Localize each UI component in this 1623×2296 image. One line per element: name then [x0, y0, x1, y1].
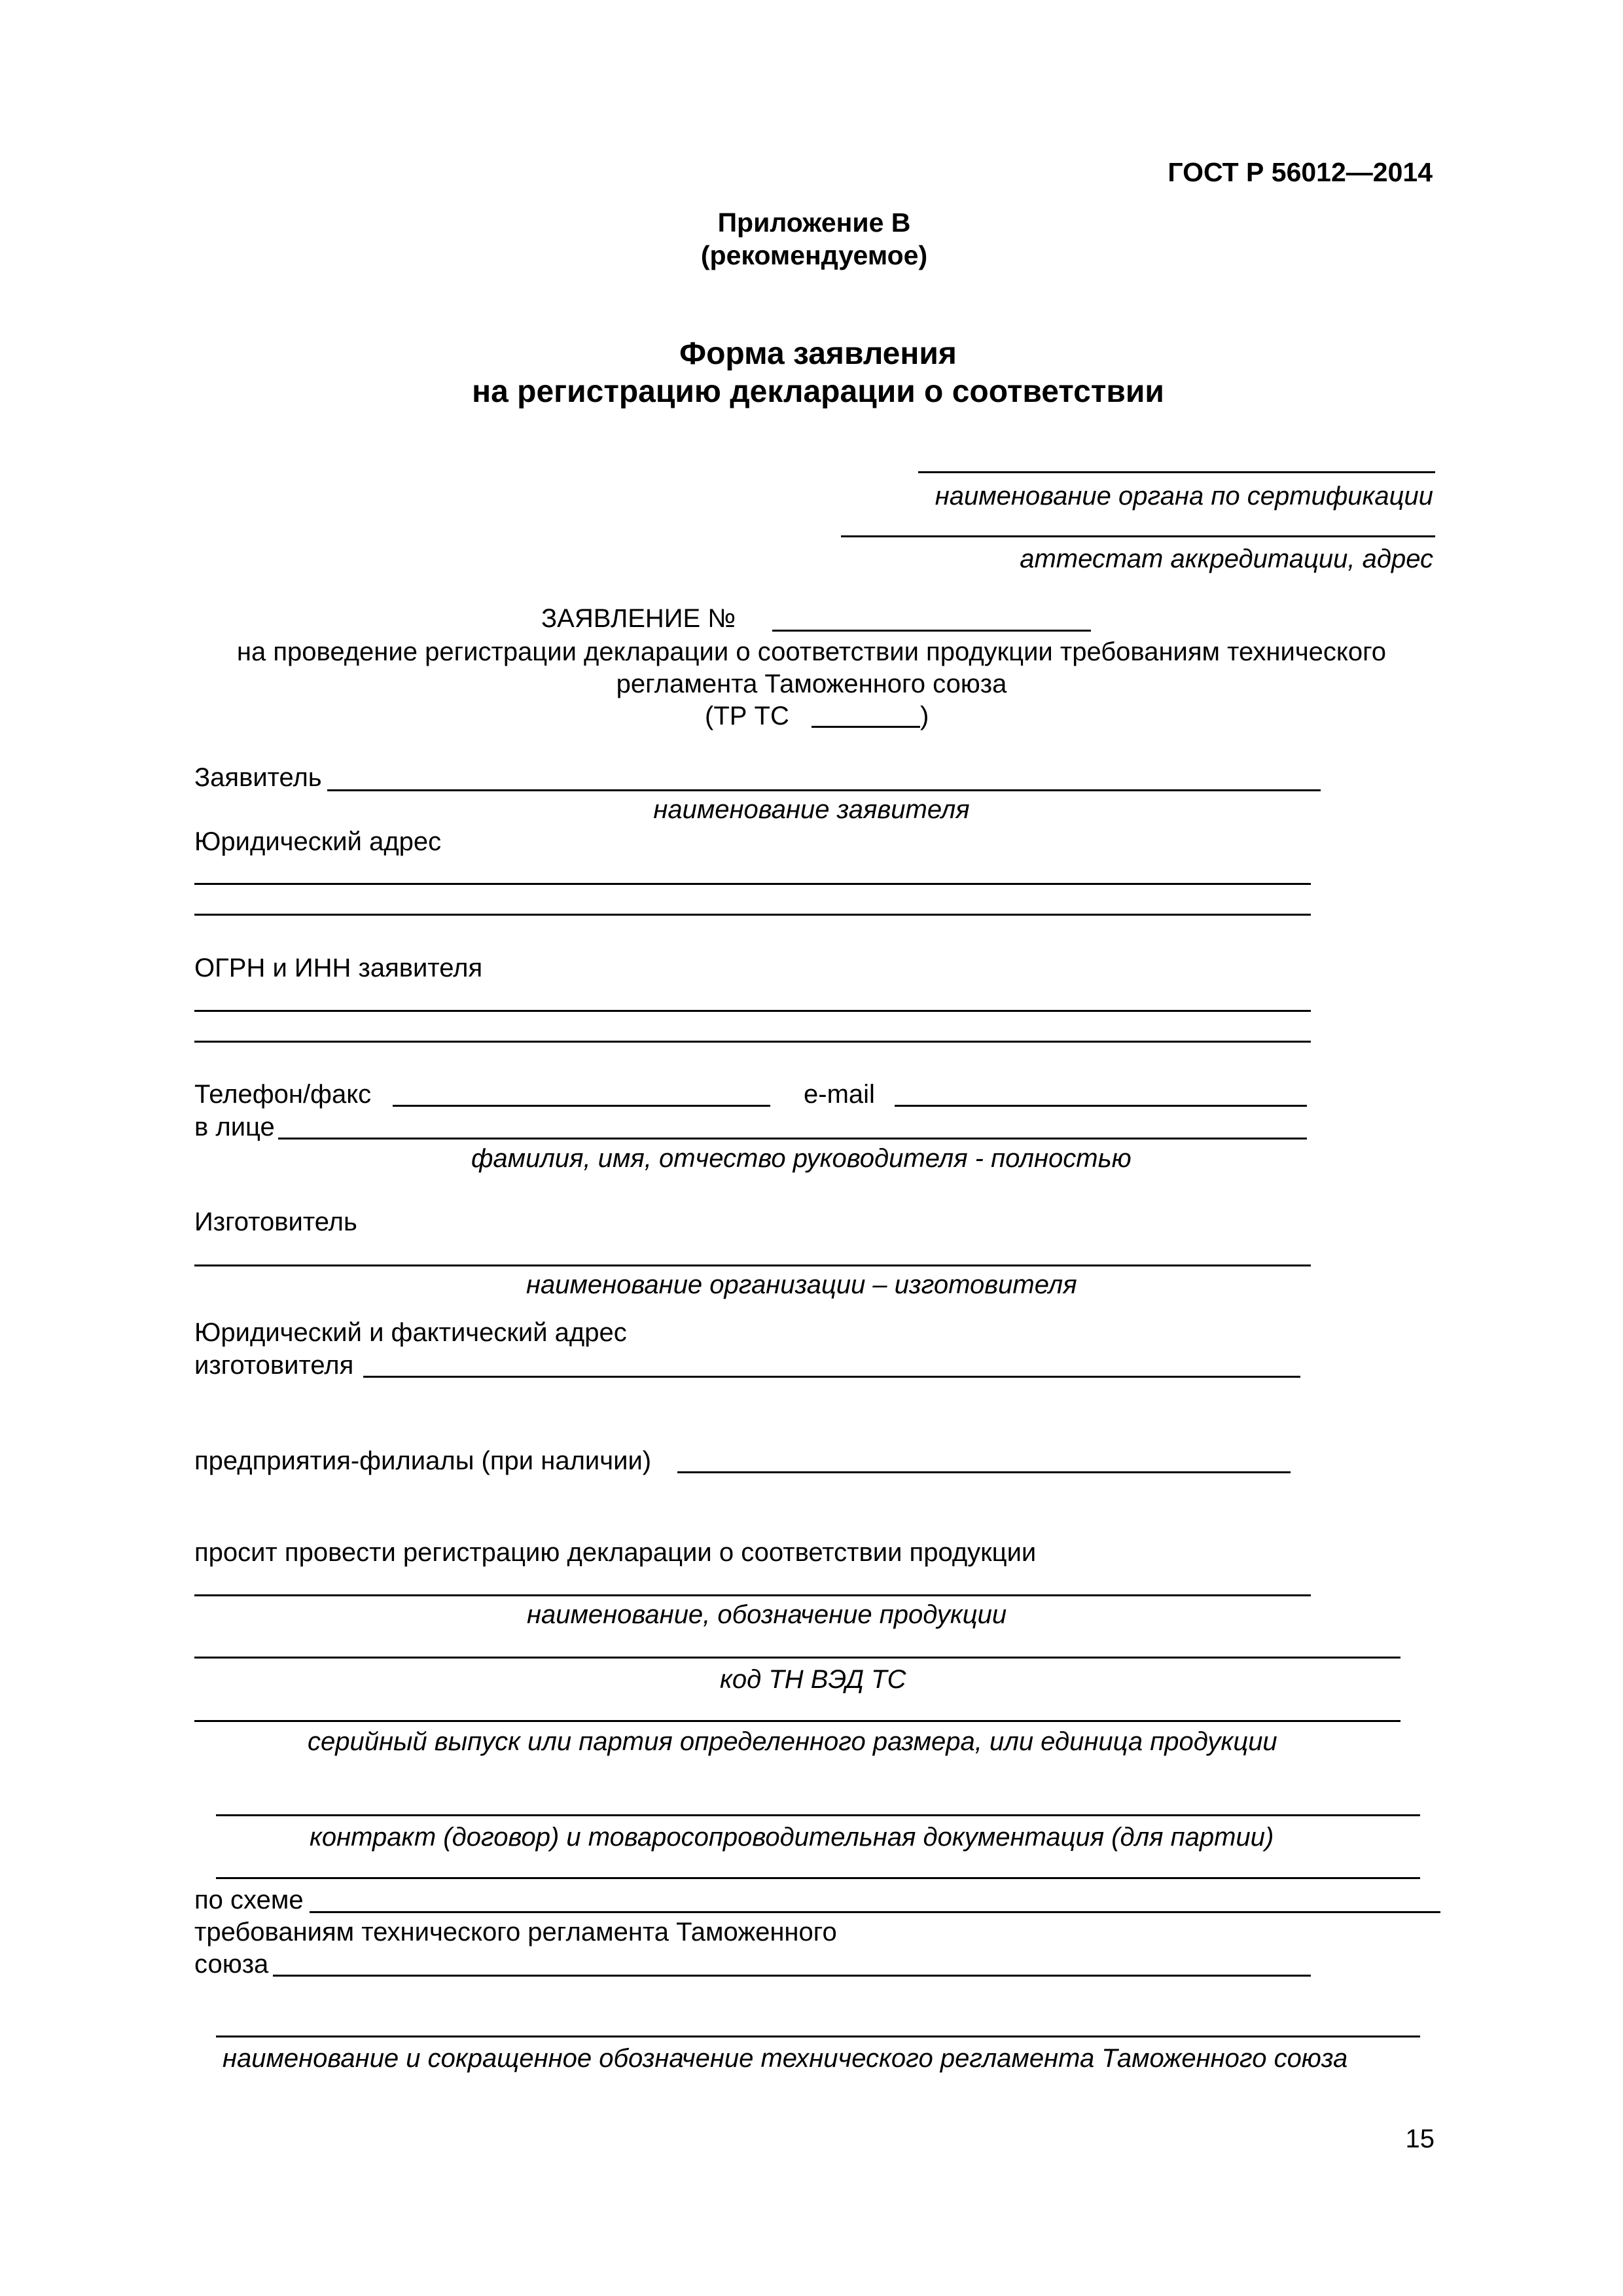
manufacturer-caption: наименование организации – изготовителя — [526, 1270, 1077, 1299]
email-label: e-mail — [804, 1080, 875, 1109]
request-text: просит провести регистрацию декларации о соответствии продукции — [194, 1538, 1037, 1567]
scheme-label: по схеме — [194, 1886, 304, 1914]
applicant-label: Заявитель — [194, 763, 322, 792]
requirements-label-1: требованиям технического регламента Таможенного — [194, 1918, 837, 1946]
hs-code-caption: код ТН ВЭД ТС — [720, 1665, 906, 1694]
tr-ts-field[interactable] — [812, 726, 920, 728]
legal-address-field-1[interactable] — [194, 883, 1311, 885]
contract-caption: контракт (договор) и товаросопроводительная документация (для партии) — [310, 1823, 1274, 1852]
application-number-label: ЗАЯВЛЕНИЕ № — [541, 604, 736, 633]
regulation-field[interactable] — [216, 2036, 1420, 2037]
legal-address-label: Юридический адрес — [194, 827, 442, 856]
form-subtitle: на регистрацию декларации о соответствии — [472, 374, 1164, 409]
scheme-field[interactable] — [310, 1911, 1440, 1913]
certification-body-caption: наименование органа по сертификации — [935, 482, 1433, 511]
form-title: Форма заявления — [679, 336, 957, 371]
phone-label: Телефон/факс — [194, 1080, 372, 1109]
legal-address-field-2[interactable] — [194, 914, 1311, 916]
requirements-label-2: союза — [194, 1950, 269, 1979]
branches-field[interactable] — [677, 1471, 1291, 1473]
requirements-field[interactable] — [273, 1975, 1311, 1977]
tr-ts-label: (ТР ТС — [705, 702, 789, 730]
batch-field[interactable] — [194, 1720, 1400, 1722]
regulation-caption: наименование и сокращенное обозначение технического регламента Таможенного союза — [223, 2044, 1348, 2073]
manufacturer-address-label-1: Юридический и фактический адрес — [194, 1318, 627, 1347]
head-name-field[interactable] — [278, 1138, 1307, 1139]
manufacturer-address-label-2: изготовителя — [194, 1351, 354, 1380]
tr-ts-close: ) — [920, 702, 929, 730]
product-name-caption: наименование, обозначение продукции — [527, 1600, 1007, 1629]
application-number-field[interactable] — [772, 630, 1091, 632]
head-name-caption: фамилия, имя, отчество руководителя - полностью — [471, 1144, 1132, 1173]
standard-number: ГОСТ Р 56012—2014 — [1168, 157, 1433, 187]
ogrn-inn-label: ОГРН и ИНН заявителя — [194, 954, 483, 982]
appendix-subtitle: (рекомендуемое) — [700, 240, 928, 270]
contract-field-2[interactable] — [216, 1877, 1420, 1879]
manufacturer-name-field[interactable] — [194, 1265, 1311, 1266]
email-field[interactable] — [895, 1105, 1307, 1107]
certification-body-field[interactable] — [918, 471, 1435, 473]
branches-label: предприятия-филиалы (при наличии) — [194, 1446, 652, 1475]
applicant-name-field[interactable] — [327, 789, 1321, 791]
hs-code-field[interactable] — [194, 1657, 1400, 1659]
application-line-2: регламента Таможенного союза — [616, 670, 1007, 698]
accreditation-caption: аттестат аккредитации, адрес — [1020, 545, 1433, 573]
page-number: 15 — [1405, 2125, 1435, 2153]
manufacturer-label: Изготовитель — [194, 1208, 357, 1236]
batch-caption: серийный выпуск или партия определенного размера, или единица продукции — [308, 1727, 1277, 1756]
manufacturer-address-field[interactable] — [363, 1376, 1300, 1378]
appendix-title: Приложение В — [717, 207, 911, 238]
phone-field[interactable] — [393, 1105, 770, 1107]
accreditation-field[interactable] — [841, 535, 1435, 537]
application-line-1: на проведение регистрации декларации о соответствии продукции требованиям технического — [236, 637, 1387, 666]
product-name-field[interactable] — [194, 1594, 1311, 1596]
in-person-label: в лице — [194, 1113, 275, 1141]
ogrn-inn-field-1[interactable] — [194, 1010, 1311, 1012]
applicant-caption: наименование заявителя — [653, 795, 970, 824]
ogrn-inn-field-2[interactable] — [194, 1041, 1311, 1043]
contract-field[interactable] — [216, 1814, 1420, 1816]
